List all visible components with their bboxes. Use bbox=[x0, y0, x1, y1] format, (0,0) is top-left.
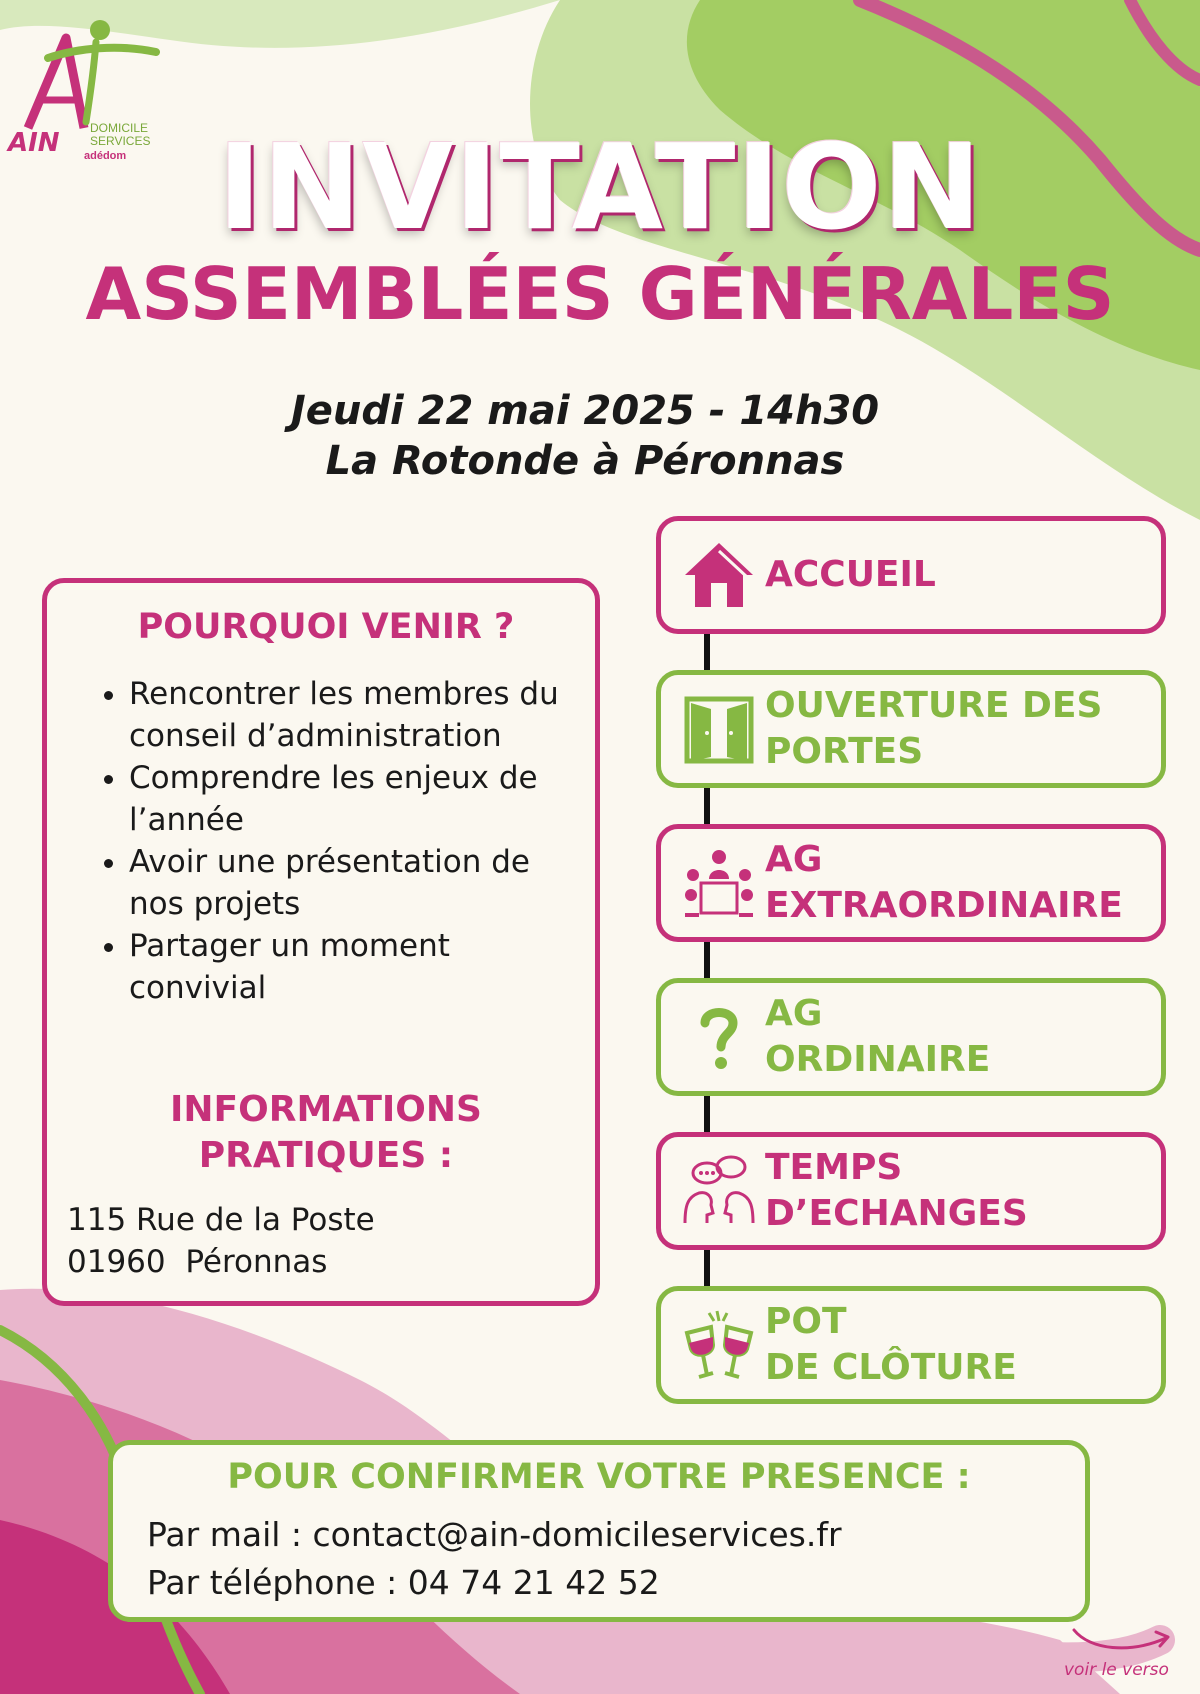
event-venue: La Rotonde à Péronnas bbox=[325, 438, 845, 484]
discussion-icon bbox=[681, 1153, 757, 1229]
page-title: INVITATION bbox=[217, 118, 983, 256]
why-come-box bbox=[42, 578, 600, 1306]
see-back-note: voir le verso bbox=[1064, 1660, 1169, 1680]
toast-glasses-icon bbox=[681, 1307, 757, 1383]
step-line2: ORDINAIRE bbox=[765, 1039, 991, 1080]
program-step-accueil bbox=[656, 516, 1166, 634]
step-line2: EXTRAORDINAIRE bbox=[765, 885, 1123, 926]
address-city: 01960 Péronnas bbox=[67, 1244, 328, 1280]
contact-email[interactable]: Par mail : contact@ain-domicileservices.fr bbox=[147, 1515, 842, 1554]
step-line1: AG bbox=[765, 993, 823, 1034]
door-icon bbox=[681, 691, 757, 767]
page-subtitle: ASSEMBLÉES GÉNÉRALES bbox=[85, 252, 1115, 336]
step-line1: ACCUEIL bbox=[765, 554, 936, 595]
step-line1: OUVERTURE DES bbox=[765, 685, 1103, 726]
practical-info-title-line2: PRATIQUES : bbox=[198, 1135, 454, 1176]
question-mark-icon bbox=[681, 999, 757, 1075]
confirm-attendance-title: POUR CONFIRMER VOTRE PRESENCE : bbox=[227, 1457, 971, 1497]
program-step-pot-cloture bbox=[656, 1286, 1166, 1404]
address bbox=[67, 1199, 375, 1283]
event-date-time: Jeudi 22 mai 2025 - 14h30 bbox=[290, 388, 880, 434]
step-line1: POT bbox=[765, 1301, 847, 1342]
logo-subtitle-line2: SERVICES bbox=[90, 134, 151, 148]
logo-brand-text: AIN bbox=[8, 128, 60, 158]
why-come-list bbox=[91, 673, 589, 1009]
program-step-ouverture bbox=[656, 670, 1166, 788]
program-step-label bbox=[765, 983, 1165, 1091]
step-line1: AG bbox=[765, 839, 823, 880]
step-line2: PORTES bbox=[765, 731, 924, 772]
practical-info-title-line1: INFORMATIONS bbox=[170, 1089, 482, 1130]
program-step-label bbox=[765, 829, 1165, 937]
list-item: • Partager un moment convivial bbox=[129, 925, 589, 1009]
house-icon bbox=[681, 537, 757, 613]
program-step-label bbox=[765, 521, 1165, 629]
list-item: • Rencontrer les membres du conseil d’administration bbox=[129, 673, 589, 757]
confirm-attendance-box bbox=[108, 1440, 1090, 1622]
step-line2: DE CLÔTURE bbox=[765, 1347, 1017, 1388]
program-step-ag-ordinaire bbox=[656, 978, 1166, 1096]
step-line2: D’ECHANGES bbox=[765, 1193, 1028, 1234]
program-step-label bbox=[765, 1291, 1165, 1399]
logo-subtitle-line1: DOMICILE bbox=[90, 121, 149, 135]
why-come-title: POURQUOI VENIR ? bbox=[137, 607, 515, 647]
list-item: • Avoir une présentation de nos projets bbox=[129, 841, 589, 925]
program-step-temps-echanges bbox=[656, 1132, 1166, 1250]
logo-network: adédom bbox=[84, 150, 127, 162]
step-line1: TEMPS bbox=[765, 1147, 903, 1188]
program-step-ag-extraordinaire bbox=[656, 824, 1166, 942]
practical-info-title bbox=[47, 1087, 605, 1179]
contact-phone[interactable]: Par téléphone : 04 74 21 42 52 bbox=[147, 1563, 660, 1602]
address-street: 115 Rue de la Poste bbox=[67, 1202, 375, 1238]
program-step-label bbox=[765, 675, 1165, 783]
list-item: • Comprendre les enjeux de l’année bbox=[129, 757, 589, 841]
curved-arrow-icon bbox=[1070, 1622, 1174, 1658]
program-step-label bbox=[765, 1137, 1165, 1245]
meeting-icon bbox=[681, 845, 757, 921]
